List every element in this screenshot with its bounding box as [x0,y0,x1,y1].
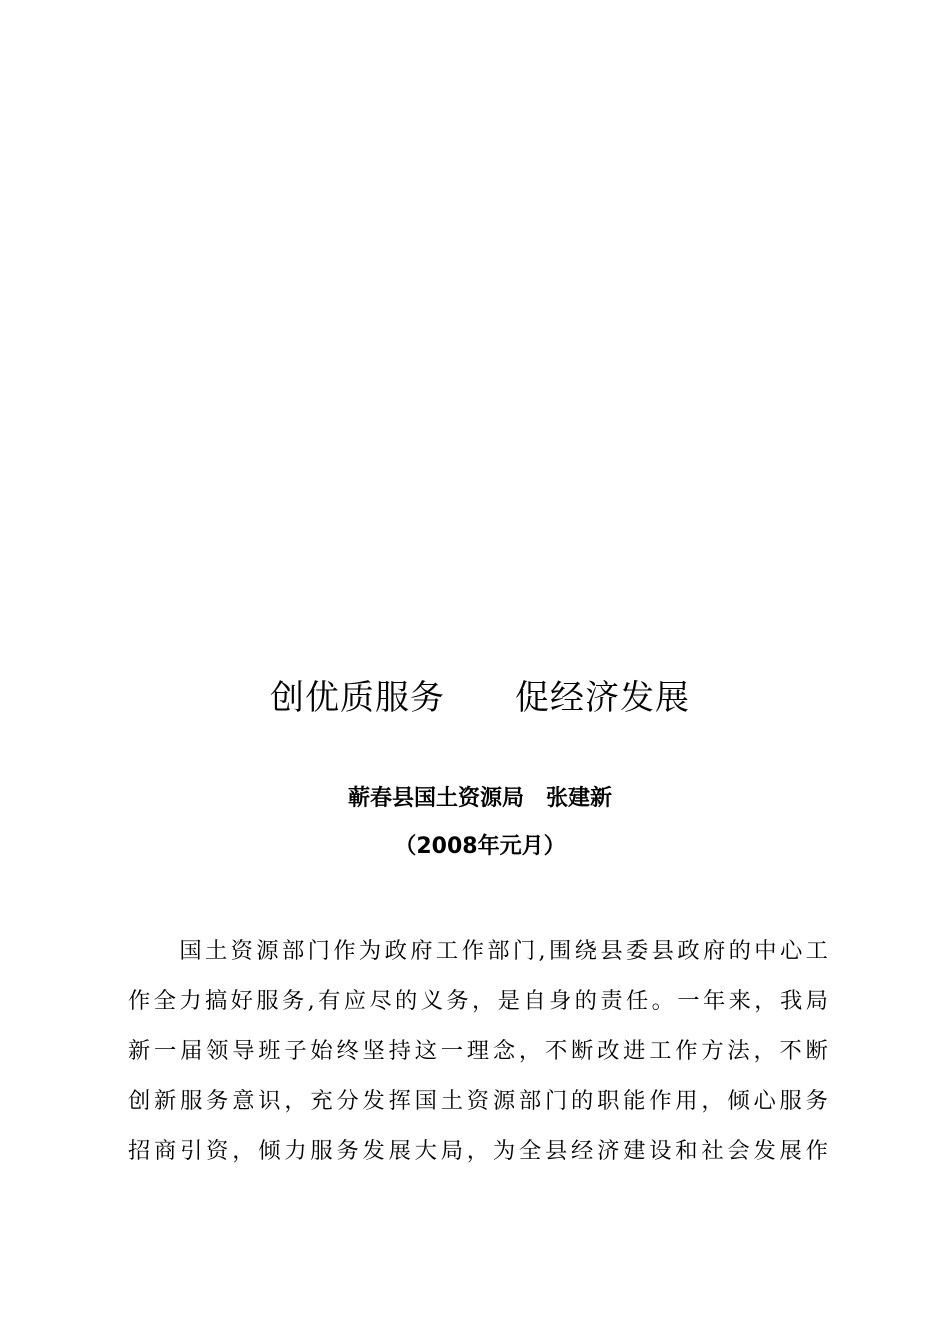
document-date: （2008年元月） [394,834,566,859]
document-title: 创优质服务 促经济发展 [270,678,690,718]
body-paragraph [128,926,830,1176]
paragraph-line: 创新服务意识，充分发挥国土资源部门的职能作用，倾心服务 [128,1088,830,1114]
paragraph-line: 招商引资，倾力服务发展大局，为全县经济建设和社会发展作 [128,1138,830,1164]
paragraph-line: 作全力搞好服务,有应尽的义务，是自身的责任。一年来，我局 [128,988,830,1014]
paragraph-line: 新一届领导班子始终坚持这一理念，不断改进工作方法，不断 [128,1038,830,1064]
paragraph-line: 国土资源部门作为政府工作部门,围绕县委县政府的中心工 [128,938,830,964]
author-byline: 蕲春县国土资源局 张建新 [347,786,612,811]
